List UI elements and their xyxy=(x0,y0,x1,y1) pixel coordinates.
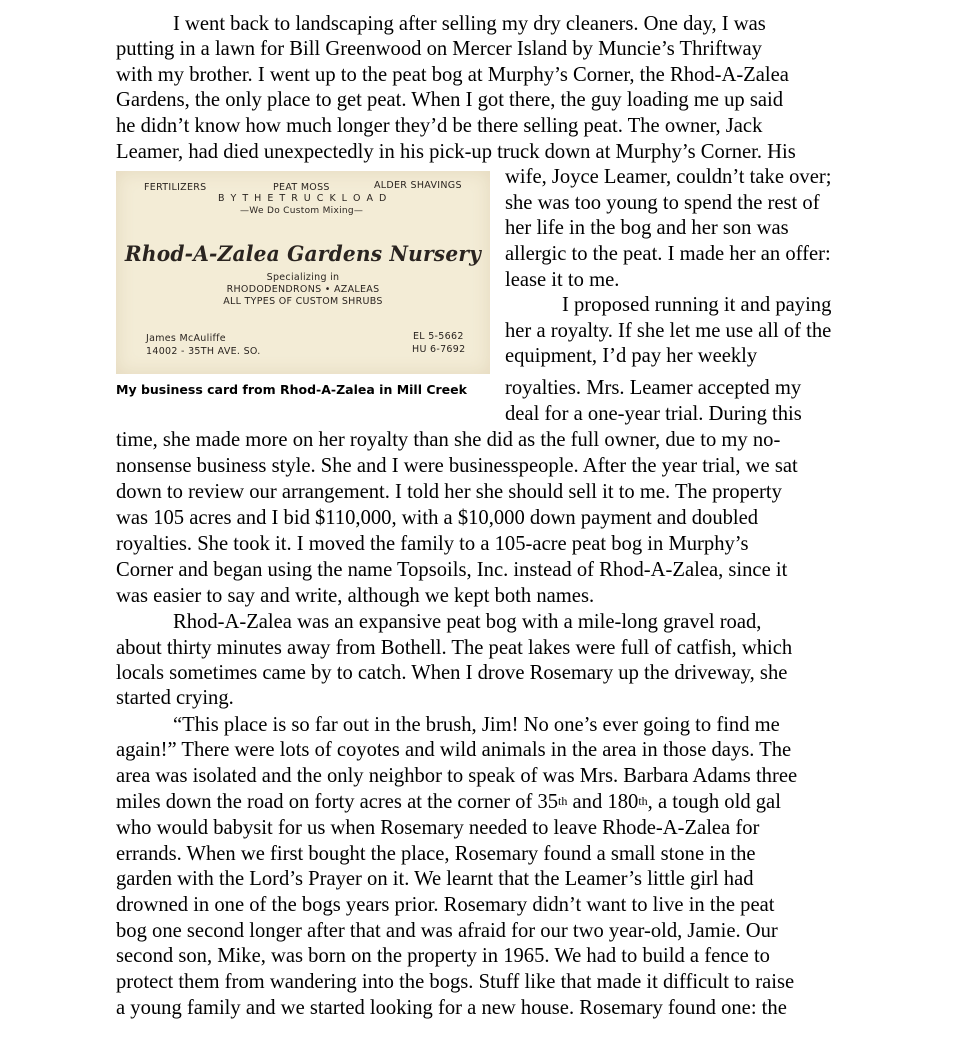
text-line: a young family and we started looking for a new house. Rosemary found one: the xyxy=(116,997,787,1019)
card-alder-shavings: ALDER SHAVINGS xyxy=(374,180,462,191)
text-segment: , a tough old gal xyxy=(647,791,781,813)
text-line: lease it to me. xyxy=(505,269,620,291)
card-fertilizers: FERTILIZERS xyxy=(144,182,207,193)
business-card-image xyxy=(116,171,490,374)
card-by-the-truckload: B Y T H E T R U C K L O A D xyxy=(218,193,388,204)
superscript: th xyxy=(558,794,568,808)
text-line: “This place is so far out in the brush, Jim! No one’s ever going to find me xyxy=(173,714,780,736)
text-line: royalties. Mrs. Leamer accepted my xyxy=(505,377,802,399)
text-line: drowned in one of the bogs years prior. Rosemary didn’t want to live in the peat xyxy=(116,894,775,916)
text-line: I went back to landscaping after selling my dry cleaners. One day, I was xyxy=(173,13,766,35)
card-phone-1: EL 5-5662 xyxy=(413,331,464,342)
text-segment: and 180 xyxy=(567,791,639,813)
card-peat-moss: PEAT MOSS xyxy=(273,182,330,193)
text-line: she was too young to spend the rest of xyxy=(505,192,820,214)
superscript: th xyxy=(638,794,648,808)
text-line: deal for a one-year trial. During this xyxy=(505,403,802,425)
text-line: locals sometimes came by to catch. When I drove Rosemary up the driveway, she xyxy=(116,662,788,684)
text-line: errands. When we first bought the place, Rosemary found a small stone in the xyxy=(116,843,756,865)
card-custom-mixing: —We Do Custom Mixing— xyxy=(240,206,364,216)
text-line: was easier to say and write, although we kept both names. xyxy=(116,585,595,607)
text-line: Rhod-A-Zalea was an expansive peat bog with a mile-long gravel road, xyxy=(173,611,762,633)
card-specializing: Specializing in xyxy=(266,272,340,283)
text-line: garden with the Lord’s Prayer on it. We learnt that the Leamer’s little girl had xyxy=(116,868,754,890)
card-owner-name: James McAuliffe xyxy=(146,333,226,344)
text-line: protect them from wandering into the bogs. Stuff like that made it difficult to raise xyxy=(116,971,795,993)
text-line: time, she made more on her royalty than she did as the full owner, due to my no- xyxy=(116,429,781,451)
card-phone-2: HU 6-7692 xyxy=(412,344,466,355)
card-address: 14002 - 35TH AVE. SO. xyxy=(146,346,261,357)
text-line: allergic to the peat. I made her an offer: xyxy=(505,243,831,265)
text-line: equipment, I’d pay her weekly xyxy=(505,345,758,367)
card-business-name: Rhod-A-Zalea Gardens Nursery xyxy=(124,241,482,266)
text-line xyxy=(116,790,781,816)
text-line: nonsense business style. She and I were businesspeople. After the year trial, we sat xyxy=(116,455,798,477)
text-line: again!” There were lots of coyotes and wild animals in the area in those days. The xyxy=(116,739,792,761)
text-line: Leamer, had died unexpectedly in his pick-up truck down at Murphy’s Corner. His xyxy=(116,141,796,163)
image-caption: My business card from Rhod-A-Zalea in Mill Creek xyxy=(116,382,467,397)
text-line: who would babysit for us when Rosemary needed to leave Rhode-A-Zalea for xyxy=(116,817,760,839)
text-line: down to review our arrangement. I told her she should sell it to me. The property xyxy=(116,481,782,503)
text-line: bog one second longer after that and was afraid for our two year-old, Jamie. Our xyxy=(116,920,778,942)
card-custom-shrubs: ALL TYPES OF CUSTOM SHRUBS xyxy=(223,296,383,307)
text-line: about thirty minutes away from Bothell. The peat lakes were full of catfish, which xyxy=(116,637,793,659)
text-line: with my brother. I went up to the peat bog at Murphy’s Corner, the Rhod-A-Zalea xyxy=(116,64,789,86)
text-line: second son, Mike, was born on the property in 1965. We had to build a fence to xyxy=(116,945,770,967)
text-line: was 105 acres and I bid $110,000, with a $10,000 down payment and doubled xyxy=(116,507,759,529)
text-line: royalties. She took it. I moved the family to a 105-acre peat bog in Murphy’s xyxy=(116,533,749,555)
text-line: I proposed running it and paying xyxy=(562,294,832,316)
text-line: her life in the bog and her son was xyxy=(505,217,789,239)
text-line: he didn’t know how much longer they’d be there selling peat. The owner, Jack xyxy=(116,115,763,137)
text-line: Corner and began using the name Topsoils, Inc. instead of Rhod-A-Zalea, since it xyxy=(116,559,788,581)
text-line: putting in a lawn for Bill Greenwood on Mercer Island by Muncie’s Thriftway xyxy=(116,38,762,60)
card-rhododendrons-azaleas: RHODODENDRONS • AZALEAS xyxy=(226,284,380,295)
text-line: her a royalty. If she let me use all of the xyxy=(505,320,832,342)
text-line: started crying. xyxy=(116,687,234,709)
text-line: area was isolated and the only neighbor to speak of was Mrs. Barbara Adams three xyxy=(116,765,798,787)
text-line: Gardens, the only place to get peat. When I got there, the guy loading me up said xyxy=(116,89,784,111)
text-line: wife, Joyce Leamer, couldn’t take over; xyxy=(505,166,832,188)
text-segment: miles down the road on forty acres at the corner of 35 xyxy=(116,791,559,813)
